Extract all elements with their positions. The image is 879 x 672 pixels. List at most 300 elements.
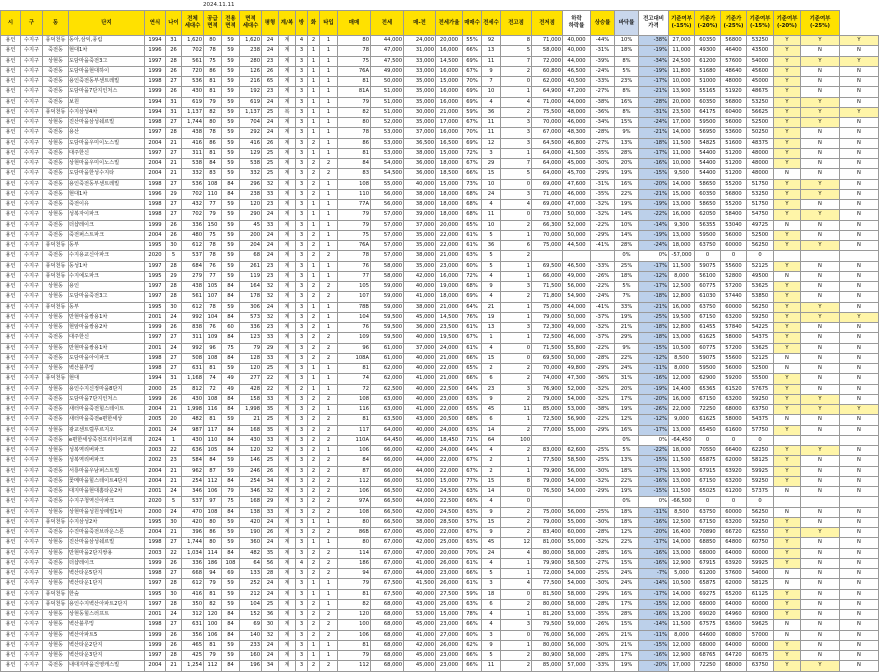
cell-gu: 수지구 bbox=[21, 610, 43, 620]
cell-criteria-flag-20: N bbox=[774, 364, 801, 374]
cell-pyeong: 33 bbox=[262, 353, 279, 363]
header-bottom-rate: 바닥률 bbox=[615, 11, 639, 36]
header-previous-low: 전저점 bbox=[532, 11, 563, 36]
cell-type: 2 bbox=[320, 497, 338, 507]
cell-si: 용인 bbox=[1, 476, 21, 486]
cell-hall-type: 계 bbox=[279, 77, 296, 87]
cell-total-households: 720 bbox=[182, 66, 204, 76]
cell-sale-jeonse-gap: 44,000 bbox=[404, 497, 436, 507]
cell-hall-type: 계 bbox=[279, 159, 296, 169]
cell-year: 2004 bbox=[145, 230, 166, 240]
cell-criteria-price-25: 56000 bbox=[721, 230, 747, 240]
cell-area-households: 129 bbox=[240, 148, 262, 158]
cell-rise-rate: -33% bbox=[591, 661, 615, 671]
cell-previous-low: 79,900 bbox=[532, 466, 563, 476]
cell-gu: 수지구 bbox=[21, 169, 43, 179]
cell-decline-rate: 55,800 bbox=[563, 343, 591, 353]
cell-rooms: 4 bbox=[296, 558, 308, 568]
cell-undefined: N bbox=[840, 220, 879, 230]
cell-jeonse-count: 10 bbox=[482, 220, 501, 230]
cell-total-households: 1,137 bbox=[182, 107, 204, 117]
cell-year: 2004 bbox=[145, 528, 166, 538]
cell-hall-type: 계 bbox=[279, 251, 296, 261]
cell-previous-low: 66,000 bbox=[532, 271, 563, 281]
cell-rise-rate: -29% bbox=[591, 364, 615, 374]
cell-gu: 수지구 bbox=[21, 148, 43, 158]
cell-supply-area: 81 bbox=[204, 640, 222, 650]
cell-criteria-price-25: 48000 bbox=[721, 77, 747, 87]
cell-year: 1997 bbox=[145, 128, 166, 138]
cell-jeonse-ratio: 24,500 bbox=[436, 507, 463, 517]
cell-area-households: 292 bbox=[240, 128, 262, 138]
cell-dong: 풍덕천동 bbox=[43, 599, 69, 609]
cell-criteria-price-20: 69275 bbox=[695, 589, 721, 599]
cell-gu: 수지구 bbox=[21, 456, 43, 466]
cell-rooms: 3 bbox=[296, 87, 308, 97]
cell-criteria-flag-15: 58125 bbox=[747, 579, 774, 589]
cell-baths: 2 bbox=[308, 528, 320, 538]
cell-jeonse-price: 66,000 bbox=[371, 446, 404, 456]
cell-jeonse-price: 53,000 bbox=[371, 128, 404, 138]
cell-rise-rate: -30% bbox=[591, 517, 615, 527]
cell-jeonse-price: 51,000 bbox=[371, 107, 404, 117]
cell-dong: 상현동 bbox=[43, 425, 69, 435]
cell-exclusive-area: 59 bbox=[222, 107, 240, 117]
cell-sale-price: 78 bbox=[338, 251, 371, 261]
cell-jeonse-ratio: 18,000 bbox=[436, 292, 463, 302]
cell-supply-area: 150 bbox=[204, 220, 222, 230]
cell-sale-count: 64% bbox=[463, 384, 482, 394]
cell-total-households: 668 bbox=[182, 569, 204, 579]
cell-type: 2 bbox=[320, 630, 338, 640]
cell-si: 용인 bbox=[1, 589, 21, 599]
cell-type: 1 bbox=[320, 599, 338, 609]
cell-jeonse-count: 11 bbox=[482, 56, 501, 66]
cell-previous-high: 1 bbox=[501, 610, 532, 620]
cell-criteria-flag-15: 48000 bbox=[747, 159, 774, 169]
cell-gu: 수지구 bbox=[21, 435, 43, 445]
cell-hall-type: 계 bbox=[279, 66, 296, 76]
cell-dong: 죽전동 bbox=[43, 415, 69, 425]
cell-si: 용인 bbox=[1, 241, 21, 251]
cell-year: 1994 bbox=[145, 97, 166, 107]
cell-criteria-price-20: 60350 bbox=[695, 97, 721, 107]
cell-supply-area: 74 bbox=[204, 374, 222, 384]
cell-criteria-flag-25 bbox=[801, 497, 840, 507]
cell-pyeong: 25 bbox=[262, 415, 279, 425]
table-row bbox=[1, 97, 879, 107]
cell-area-households: 430 bbox=[240, 435, 262, 445]
cell-criteria-price-15: 15,000 bbox=[669, 189, 695, 199]
cell-dong: 죽전동 bbox=[43, 230, 69, 240]
cell-complex: 내대지마을건영캐스빌 bbox=[69, 661, 145, 671]
cell-area-households: 216 bbox=[240, 77, 262, 87]
cell-type: 2 bbox=[320, 661, 338, 671]
cell-rise-rate: -26% bbox=[591, 630, 615, 640]
table-row bbox=[1, 435, 879, 445]
cell-total-households: 470 bbox=[182, 507, 204, 517]
cell-sale-jeonse-gap: 42,000 bbox=[404, 640, 436, 650]
cell-previous-high: 3 bbox=[501, 118, 532, 128]
cell-rise-rate: -44% bbox=[591, 36, 615, 46]
cell-exclusive-area: 59 bbox=[222, 651, 240, 661]
cell-jeonse-count: 13 bbox=[482, 323, 501, 333]
cell-previous-low: 72,500 bbox=[532, 415, 563, 425]
cell-criteria-price-20: 0 bbox=[695, 251, 721, 261]
apartment-price-table bbox=[0, 10, 879, 672]
cell-type: 1 bbox=[320, 640, 338, 650]
cell-jeonse-price: 47,500 bbox=[371, 56, 404, 66]
cell-criteria-price-25: 64800 bbox=[721, 538, 747, 548]
cell-vs-high-price: -24% bbox=[639, 118, 669, 128]
cell-sale-price: 83 bbox=[338, 169, 371, 179]
cell-bottom-rate: 20% bbox=[615, 384, 639, 394]
cell-exclusive-area: 84 bbox=[222, 661, 240, 671]
cell-total-households: 561 bbox=[182, 56, 204, 66]
table-row bbox=[1, 353, 879, 363]
cell-area-households: 1,620 bbox=[240, 36, 262, 46]
cell-sale-count: 70% bbox=[463, 548, 482, 558]
cell-bottom-rate: 15% bbox=[615, 620, 639, 630]
cell-vs-high-price: -15% bbox=[639, 640, 669, 650]
cell-previous-high: 8 bbox=[501, 476, 532, 486]
cell-criteria-price-25: 52800 bbox=[721, 271, 747, 281]
cell-bottom-rate: 7% bbox=[615, 292, 639, 302]
cell-criteria-price-20: 72250 bbox=[695, 405, 721, 415]
cell-total-households: 838 bbox=[182, 323, 204, 333]
cell-criteria-flag-15: 59925 bbox=[747, 558, 774, 568]
cell-year: 2004 bbox=[145, 405, 166, 415]
cell-criteria-price-25: 0 bbox=[721, 435, 747, 445]
cell-jeonse-count: 15 bbox=[482, 517, 501, 527]
cell-sale-jeonse-gap: 41,000 bbox=[404, 374, 436, 384]
cell-rooms: 3 bbox=[296, 66, 308, 76]
cell-jeonse-ratio: 22,000 bbox=[436, 528, 463, 538]
cell-rise-rate: -35% bbox=[591, 148, 615, 158]
cell-area-households: 246 bbox=[240, 466, 262, 476]
cell-previous-low bbox=[532, 435, 563, 445]
cell-dong: 죽전동 bbox=[43, 179, 69, 189]
cell-year: 1997 bbox=[145, 599, 166, 609]
cell-sale-price: 81A bbox=[338, 87, 371, 97]
cell-previous-low: 85,000 bbox=[532, 661, 563, 671]
cell-area-households: 79 bbox=[240, 343, 262, 353]
cell-jeonse-price: 63,000 bbox=[371, 394, 404, 404]
cell-previous-low: 76,000 bbox=[532, 630, 563, 640]
cell-decline-rate: 50,000 bbox=[563, 230, 591, 240]
cell-dong: 죽전동 bbox=[43, 394, 69, 404]
cell-gu: 수지구 bbox=[21, 384, 43, 394]
cell-rise-rate: -32% bbox=[591, 538, 615, 548]
cell-age: 26 bbox=[166, 220, 182, 230]
cell-criteria-flag-20: Y bbox=[774, 189, 801, 199]
cell-gu: 수지구 bbox=[21, 210, 43, 220]
cell-year: 2020 bbox=[145, 251, 166, 261]
cell-criteria-price-15: 14,400 bbox=[669, 384, 695, 394]
cell-jeonse-count: 7 bbox=[482, 77, 501, 87]
cell-type: 1 bbox=[320, 312, 338, 322]
cell-type: 1 bbox=[320, 210, 338, 220]
cell-type: 1 bbox=[320, 179, 338, 189]
cell-decline-rate: 58,500 bbox=[563, 558, 591, 568]
table-row bbox=[1, 517, 879, 527]
cell-jeonse-ratio: 22,000 bbox=[436, 241, 463, 251]
cell-criteria-flag-15: 57750 bbox=[747, 425, 774, 435]
cell-decline-rate: 56,000 bbox=[563, 640, 591, 650]
cell-undefined: N bbox=[840, 620, 879, 630]
cell-rise-rate: -30% bbox=[591, 159, 615, 169]
cell-year: 1995 bbox=[145, 271, 166, 281]
cell-undefined: N bbox=[840, 261, 879, 271]
cell-sale-price: 78 bbox=[338, 46, 371, 56]
cell-sale-price: 79 bbox=[338, 210, 371, 220]
cell-rooms: 3 bbox=[296, 394, 308, 404]
cell-previous-high: 4 bbox=[501, 548, 532, 558]
cell-vs-high-price: -21% bbox=[639, 87, 669, 97]
cell-bottom-rate: 23% bbox=[615, 77, 639, 87]
table-row bbox=[1, 364, 879, 374]
cell-sale-count: 68% bbox=[463, 189, 482, 199]
cell-criteria-price-15: 10,500 bbox=[669, 579, 695, 589]
cell-sale-count: 69% bbox=[463, 97, 482, 107]
cell-complex: 벽산타운2단지 bbox=[69, 640, 145, 650]
cell-baths: 2 bbox=[308, 323, 320, 333]
cell-jeonse-ratio: 21,000 bbox=[436, 251, 463, 261]
cell-rise-rate: -32% bbox=[591, 323, 615, 333]
cell-si: 용인 bbox=[1, 333, 21, 343]
cell-jeonse-price: 66,000 bbox=[371, 466, 404, 476]
cell-exclusive-area: 84 bbox=[222, 394, 240, 404]
cell-criteria-price-15: 11,500 bbox=[669, 456, 695, 466]
cell-jeonse-price: 49,000 bbox=[371, 66, 404, 76]
cell-decline-rate: 57,000 bbox=[563, 661, 591, 671]
cell-year: 1997 bbox=[145, 651, 166, 661]
cell-total-households: 619 bbox=[182, 97, 204, 107]
cell-hall-type: 계 bbox=[279, 405, 296, 415]
cell-criteria-price-15: 27,000 bbox=[669, 36, 695, 46]
cell-exclusive-area: 59 bbox=[222, 456, 240, 466]
cell-area-households: 158 bbox=[240, 394, 262, 404]
cell-sale-price: 186 bbox=[338, 558, 371, 568]
cell-sale-price: 76 bbox=[338, 323, 371, 333]
cell-jeonse-count: 4 bbox=[482, 497, 501, 507]
cell-bottom-rate: 21% bbox=[615, 640, 639, 650]
cell-previous-high: 2 bbox=[501, 66, 532, 76]
cell-criteria-price-20: 61200 bbox=[695, 569, 721, 579]
cell-criteria-flag-25: N bbox=[801, 507, 840, 517]
cell-pyeong: 32 bbox=[262, 630, 279, 640]
cell-rise-rate: -28% bbox=[591, 353, 615, 363]
cell-criteria-price-25: 57200 bbox=[721, 343, 747, 353]
cell-year: 1996 bbox=[145, 46, 166, 56]
cell-supply-area: 79 bbox=[204, 97, 222, 107]
cell-gu: 수지구 bbox=[21, 476, 43, 486]
cell-jeonse-count: 5 bbox=[482, 251, 501, 261]
cell-jeonse-price: 68,000 bbox=[371, 620, 404, 630]
cell-bottom-rate: 19% bbox=[615, 487, 639, 497]
table-row bbox=[1, 487, 879, 497]
cell-criteria-flag-20: Y bbox=[774, 36, 801, 46]
cell-pyeong: 26 bbox=[262, 528, 279, 538]
cell-jeonse-count: 11 bbox=[482, 210, 501, 220]
cell-supply-area: 105 bbox=[204, 446, 222, 456]
cell-complex: 만현마을쌍용1차 bbox=[69, 312, 145, 322]
cell-jeonse-price: 59,000 bbox=[371, 302, 404, 312]
cell-decline-rate: 54,000 bbox=[563, 394, 591, 404]
cell-complex: 도담마을아이파크 bbox=[69, 353, 145, 363]
cell-gu: 수지구 bbox=[21, 200, 43, 210]
table-row bbox=[1, 77, 879, 87]
cell-hall-type: 계 bbox=[279, 579, 296, 589]
cell-pyeong: 24 bbox=[262, 651, 279, 661]
cell-sale-count: 61% bbox=[463, 558, 482, 568]
cell-baths: 2 bbox=[308, 466, 320, 476]
cell-exclusive-area: 84 bbox=[222, 620, 240, 630]
cell-hall-type: 계 bbox=[279, 548, 296, 558]
cell-dong: 상현동 bbox=[43, 538, 69, 548]
cell-complex: 대주한신 bbox=[69, 333, 145, 343]
cell-gu: 수지구 bbox=[21, 46, 43, 56]
cell-undefined: N bbox=[840, 630, 879, 640]
cell-undefined: N bbox=[840, 528, 879, 538]
cell-jeonse-ratio: 16,000 bbox=[436, 66, 463, 76]
table-row bbox=[1, 589, 879, 599]
cell-rooms: 3 bbox=[296, 651, 308, 661]
cell-criteria-price-15: 17,000 bbox=[669, 118, 695, 128]
cell-sale-jeonse-gap: 24,000 bbox=[404, 36, 436, 46]
cell-total-households: 356 bbox=[182, 630, 204, 640]
cell-criteria-price-20: 65025 bbox=[695, 487, 721, 497]
cell-total-households: 631 bbox=[182, 620, 204, 630]
cell-dong: 죽전동 bbox=[43, 87, 69, 97]
cell-dong: 죽전동 bbox=[43, 77, 69, 87]
cell-jeonse-ratio: 22,000 bbox=[436, 405, 463, 415]
cell-bottom-rate: 17% bbox=[615, 651, 639, 661]
cell-vs-high-price: -21% bbox=[639, 302, 669, 312]
cell-supply-area: 108 bbox=[204, 394, 222, 404]
cell-supply-area: 100 bbox=[204, 620, 222, 630]
cell-type: 2 bbox=[320, 507, 338, 517]
cell-jeonse-count: 4 bbox=[482, 446, 501, 456]
cell-criteria-flag-15: 59925 bbox=[747, 466, 774, 476]
cell-jeonse-ratio: 23,000 bbox=[436, 394, 463, 404]
cell-hall-type: 계 bbox=[279, 200, 296, 210]
cell-gu: 수지구 bbox=[21, 528, 43, 538]
cell-previous-high: 0 bbox=[501, 77, 532, 87]
cell-decline-rate: 40,000 bbox=[563, 46, 591, 56]
table-row bbox=[1, 128, 879, 138]
cell-vs-high-price: -20% bbox=[639, 528, 669, 538]
cell-jeonse-ratio: 23,000 bbox=[436, 261, 463, 271]
cell-decline-rate: 44,000 bbox=[563, 56, 591, 66]
cell-decline-rate: 44,000 bbox=[563, 97, 591, 107]
cell-sale-jeonse-gap: 35,000 bbox=[404, 77, 436, 87]
cell-decline-rate: 56,900 bbox=[563, 415, 591, 425]
cell-rooms: 3 bbox=[296, 353, 308, 363]
cell-sale-price: 77 bbox=[338, 271, 371, 281]
cell-bottom-rate: 17% bbox=[615, 599, 639, 609]
cell-previous-low: 81,200 bbox=[532, 610, 563, 620]
cell-vs-high-price: -17% bbox=[639, 589, 669, 599]
cell-sale-price: 79 bbox=[338, 97, 371, 107]
cell-criteria-price-15: 11,800 bbox=[669, 66, 695, 76]
cell-type: 1 bbox=[320, 189, 338, 199]
cell-rise-rate: -28% bbox=[591, 599, 615, 609]
header-jeonse-ratio: 전세가율 bbox=[436, 11, 463, 36]
cell-rooms: 3 bbox=[296, 476, 308, 486]
cell-jeonse-count: 19 bbox=[482, 312, 501, 322]
cell-type: 1 bbox=[320, 323, 338, 333]
cell-si: 용인 bbox=[1, 56, 21, 66]
cell-baths: 1 bbox=[308, 364, 320, 374]
cell-gu: 수지구 bbox=[21, 241, 43, 251]
cell-baths: 1 bbox=[308, 118, 320, 128]
cell-criteria-flag-20: Y bbox=[774, 343, 801, 353]
cell-pyeong: 32 bbox=[262, 282, 279, 292]
cell-criteria-flag-15: 57000 bbox=[747, 630, 774, 640]
cell-jeonse-price: 54,500 bbox=[371, 169, 404, 179]
cell-vs-high-price: -38% bbox=[639, 36, 669, 46]
cell-criteria-flag-15: 56625 bbox=[747, 107, 774, 117]
cell-pyeong: 23 bbox=[262, 56, 279, 66]
cell-criteria-price-15: 8,000 bbox=[669, 364, 695, 374]
cell-total-households: 702 bbox=[182, 46, 204, 56]
cell-criteria-flag-25: Y bbox=[801, 56, 840, 66]
cell-total-households: 561 bbox=[182, 292, 204, 302]
cell-previous-low: 73,000 bbox=[532, 210, 563, 220]
cell-baths: 1 bbox=[308, 148, 320, 158]
cell-si: 용인 bbox=[1, 538, 21, 548]
cell-exclusive-area: 84 bbox=[222, 446, 240, 456]
cell-baths: 1 bbox=[308, 87, 320, 97]
cell-jeonse-ratio: 16,500 bbox=[436, 138, 463, 148]
cell-sale-count: 63% bbox=[463, 599, 482, 609]
cell-jeonse-price: 53,000 bbox=[371, 148, 404, 158]
cell-jeonse-count: 4 bbox=[482, 200, 501, 210]
cell-decline-rate: 40,500 bbox=[563, 77, 591, 87]
cell-area-households: 168 bbox=[240, 497, 262, 507]
cell-complex: 벽산타운5단지 bbox=[69, 569, 145, 579]
cell-si: 용인 bbox=[1, 630, 21, 640]
cell-year: 1999 bbox=[145, 66, 166, 76]
cell-previous-high: 100 bbox=[501, 435, 532, 445]
cell-sale-jeonse-gap: 47,000 bbox=[404, 548, 436, 558]
cell-sale-jeonse-gap: 42,000 bbox=[404, 507, 436, 517]
cell-bottom-rate: 17% bbox=[615, 394, 639, 404]
cell-type: 1 bbox=[320, 138, 338, 148]
cell-hall-type: 계 bbox=[279, 271, 296, 281]
cell-supply-area: 116 bbox=[204, 405, 222, 415]
cell-supply-area: 120 bbox=[204, 610, 222, 620]
cell-previous-high: 2 bbox=[501, 220, 532, 230]
cell-sale-jeonse-gap: 31,000 bbox=[404, 46, 436, 56]
cell-year: 1998 bbox=[145, 77, 166, 87]
cell-area-households: 416 bbox=[240, 138, 262, 148]
cell-exclusive-area: 108 bbox=[222, 558, 240, 568]
cell-si: 용인 bbox=[1, 66, 21, 76]
header-rise-rate: 상승률 bbox=[591, 11, 615, 36]
cell-previous-low: 79,000 bbox=[532, 312, 563, 322]
cell-decline-rate: 48,000 bbox=[563, 107, 591, 117]
cell-supply-area: 82 bbox=[204, 107, 222, 117]
cell-criteria-flag-15: 60000 bbox=[747, 599, 774, 609]
cell-jeonse-count: 45 bbox=[482, 405, 501, 415]
cell-baths: 1 bbox=[308, 517, 320, 527]
cell-type: 2 bbox=[320, 333, 338, 343]
cell-hall-type: 계 bbox=[279, 323, 296, 333]
cell-jeonse-count: 15 bbox=[482, 353, 501, 363]
cell-rise-rate bbox=[591, 435, 615, 445]
